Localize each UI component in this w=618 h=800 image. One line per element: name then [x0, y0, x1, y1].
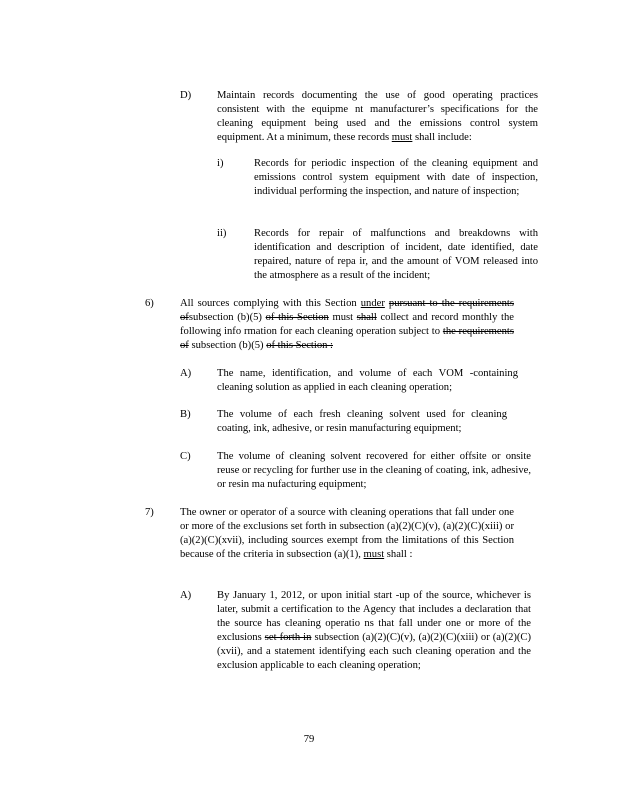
- text-run: collect and record monthly the following info rmation for each cleaning operation subject to: [180, 311, 514, 337]
- item-label: A): [180, 590, 192, 601]
- item-text-6C: [217, 450, 531, 492]
- text-run: subsection (b)(5): [188, 339, 267, 351]
- item-text-6B: [217, 408, 507, 436]
- item-label: 7): [145, 507, 154, 518]
- text-run: Maintain records documenting the use of good operating practices consistent with the equipme nt manufacturer’s specifications for the cleaning equipment being used and the emissions control system equipment. At a minimum, these records: [217, 90, 538, 143]
- struck-text: pursuant to the requirements of: [180, 298, 514, 323]
- item-label: A): [180, 368, 192, 379]
- item-label: D): [180, 90, 192, 101]
- item-text-D: [217, 89, 538, 145]
- item-text-7: [180, 506, 514, 562]
- struck-text: shall: [356, 311, 377, 323]
- text-run: subsection (a)(2)(C)(v), (a)(2)(C)(xiii) or (a)(2)(C)(xvii), and a statement identifying each such cleaning operation and the exclusion applicable to each cleaning operation;: [217, 631, 532, 671]
- struck-text: of this Section: [265, 311, 329, 323]
- item-label: C): [180, 451, 191, 462]
- text-run: All sources complying with this Section: [180, 298, 361, 309]
- item-label: 6): [145, 298, 154, 309]
- text-run: The volume of each fresh cleaning solvent used for cleaning coating, ink, adhesive, or resin manufacturing equipment;: [217, 409, 507, 434]
- item-text-i: [254, 157, 538, 199]
- item-text-ii: [254, 227, 538, 283]
- struck-text: the requirements of: [180, 325, 514, 351]
- page-number: 79: [303, 734, 315, 745]
- text-run: The name, identification, and volume of each VOM -containing cleaning solution as applied in each cleaning operation;: [217, 368, 518, 393]
- text-run: shall :: [384, 548, 413, 560]
- text-run: By January 1, 2012, or upon initial start -up of the source, whichever is later, submit a certification to the Agency that includes a declaration that the source has cleaning operatio ns that fall under one or more of the exclusions: [217, 590, 531, 643]
- item-label: B): [180, 409, 191, 420]
- item-label: i): [217, 158, 224, 169]
- text-run: Records for periodic inspection of the cleaning equipment and emissions control system equipment with date of inspection, individual performing the inspection, and nature of inspection;: [254, 158, 538, 197]
- struck-text: of this Section :: [266, 339, 333, 351]
- text-run: shall include:: [412, 131, 472, 143]
- struck-text: set forth in: [264, 631, 312, 643]
- inserted-text: must: [391, 131, 413, 143]
- item-label: ii): [217, 228, 227, 239]
- text-run: subsection (b)(5): [188, 311, 266, 323]
- inserted-text: under: [360, 298, 385, 309]
- item-text-6: [180, 297, 514, 353]
- text-run: The owner or operator of a source with cleaning operations that fall under one or more of the exclusions set forth in subsection (a)(2)(C)(v), (a)(2)(C)(xiii) or (a)(2)(C)(xvii), including sources exempt from the limitations of this Section because of the criteria in subsection (a)(1),: [180, 507, 514, 560]
- inserted-text: must: [363, 548, 385, 560]
- text-run: Records for repair of malfunctions and breakdowns with identification and description of incident, date identified, date repaired, nature of repa ir, and the amount of VOM released into the atmosphere as a result of the incident;: [254, 228, 538, 281]
- text-run: must: [328, 311, 357, 323]
- item-text-7A: [217, 589, 531, 672]
- text-run: The volume of cleaning solvent recovered for either offsite or onsite reuse or recycling for further use in the cleaning of coating, ink, adhesive, or resin ma nufacturing equipment;: [217, 451, 531, 490]
- item-text-6A: [217, 367, 518, 395]
